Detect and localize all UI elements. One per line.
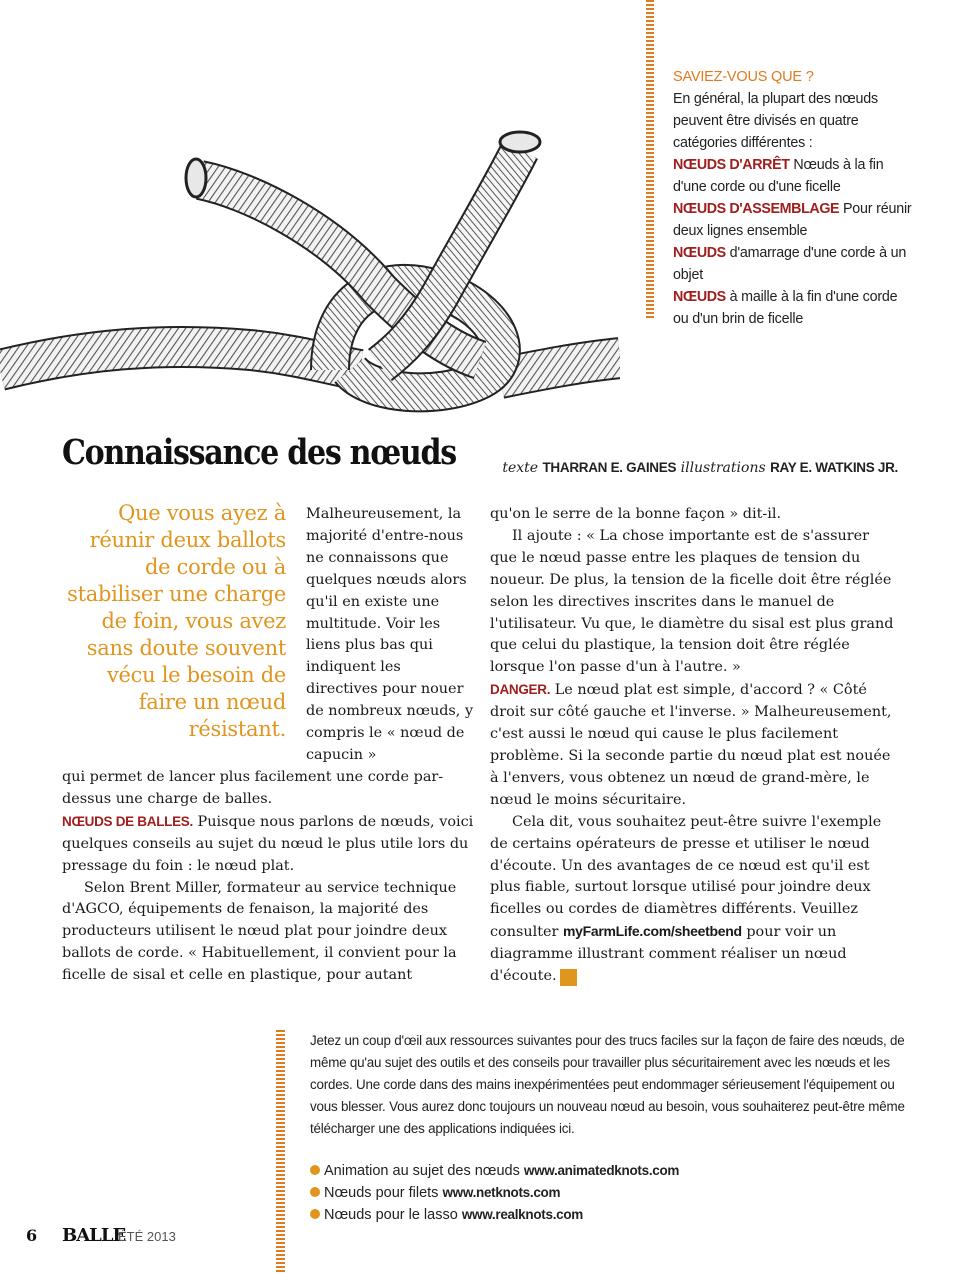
byline-text-label: texte [502, 460, 539, 476]
body-paragraph: qu'on le serre de la bonne façon » dit-il. [490, 506, 782, 522]
page-number: 6 [26, 1226, 38, 1245]
pull-quote: Que vous ayez à réunir deux ballots de corde ou à stabiliser une charge de foin, vous avez sans doute souvent vécu le besoin de faire un nœud résistant. [67, 501, 286, 741]
body-column-right [490, 504, 900, 988]
bullet-dot-icon [310, 1187, 320, 1197]
bullet-dot-icon [310, 1165, 320, 1175]
byline-illustrations-label: illustrations [680, 460, 766, 476]
sidebar-intro: En général, la plupart des nœuds peuvent être divisés en quatre catégories différentes : [673, 91, 879, 151]
article-link[interactable]: myFarmLife.com/sheetbend [563, 923, 742, 940]
body-column-left [62, 767, 474, 987]
section-keyword: DANGER. [490, 682, 551, 698]
sidebar-term: NŒUDS D'ASSEMBLAGE [673, 201, 840, 217]
body-paragraph: Il ajoute : « La chose importante est de s'assurer que le nœud passe entre les plaques de tension du noueur. De plus, la tension de la ficelle doit être réglée selon les directives inscrites dans le manuel de l'utilisateur. Vu que, le diamètre du sisal est plus grand que celui du plastique, la tension doit être réglée lorsque l'on passe d'un à l'autre. » [490, 527, 894, 676]
resource-link[interactable]: www.netknots.com [442, 1185, 561, 1200]
end-mark-icon: B [560, 969, 577, 986]
sidebar-item [673, 198, 913, 242]
byline-author: THARRAN E. GAINES [542, 460, 677, 475]
resources-decorative-rule [276, 1030, 285, 1273]
resource-item: Nœuds pour le lasso www.realknots.com [310, 1204, 679, 1226]
body-paragraph: NŒUDS DE BALLES. Puisque nous parlons de nœuds, voici quelques conseils au sujet du nœud le plus utile lors du pressage du foin : le nœud plat. [62, 813, 474, 874]
byline [502, 460, 898, 476]
body-paragraph: Selon Brent Miller, formateur au service technique d'AGCO, équipements de fenaison, la majorité des producteurs utilisent le nœud plat pour joindre deux ballots de corde. « Habituellement, il convient pour la ficelle de sisal et celle en plastique, pour autant [62, 879, 457, 984]
body-paragraph: qui permet de lancer plus facilement une corde par-dessus une charge de balles. [62, 769, 444, 807]
sidebar-text: à maille à la fin d'une corde ou d'un brin de ficelle [673, 289, 898, 327]
sidebar-item [673, 242, 913, 286]
byline-illustrator: RAY E. WATKINS JR. [770, 460, 898, 475]
body-paragraph: Cela dit, vous souhaitez peut-être suivre l'exemple de certains opérateurs de presse et utiliser le nœud d'écoute. Un des avantages de ce nœud est qu'il est plus fiable, surtout lorsque utilisé pour joindre deux ficelles ou cordes de diamètres différents. Veuillez consulter myFarmLife.com/sheetbend pour voir un diagramme illustrant comment réaliser un nœud d'écoute. B [490, 813, 882, 987]
sidebar-item [673, 154, 913, 198]
body-column-narrow [306, 504, 474, 767]
resource-link[interactable]: www.realknots.com [461, 1207, 583, 1222]
article-title: Connaissance des nœuds [62, 432, 456, 473]
magazine-logo: BALLE [62, 1225, 126, 1246]
resources-list [310, 1160, 679, 1226]
sidebar-term: NŒUDS [673, 289, 726, 305]
body-paragraph: DANGER. Le nœud plat est simple, d'accord ? « Côté droit sur côté gauche et l'inverse. » Malheureusement, c'est aussi le nœud qui cause le plus facilement problème. Si la seconde partie du nœud plat est nouée à l'envers, vous obtenez un nœud de grand-mère, le nœud le moins sécuritaire. [490, 682, 892, 808]
sidebar-text: Pour réunir deux lignes ensemble [673, 201, 912, 239]
sidebar-text: Nœuds à la fin d'une corde ou d'une ficelle [673, 157, 884, 195]
did-you-know-sidebar [673, 66, 913, 330]
sidebar-decorative-rule [646, 0, 654, 318]
resource-item: Nœuds pour filets www.netknots.com [310, 1182, 679, 1204]
bullet-dot-icon [310, 1209, 320, 1219]
resource-item: Animation au sujet des nœuds www.animatedknots.com [310, 1160, 679, 1182]
sidebar-term: NŒUDS D'ARRÊT [673, 157, 790, 173]
sidebar-heading: SAVIEZ-VOUS QUE ? [673, 69, 814, 85]
sidebar-item [673, 286, 913, 330]
resources-intro: Jetez un coup d'œil aux ressources suivantes pour des trucs faciles sur la façon de faire des nœuds, de même qu'au sujet des outils et des conseils pour travailler plus sécuritairement avec les nœuds et les cordes. Une corde dans des mains inexpérimentées peut endommager sérieusement l'équipement ou vous blesser. Vous aurez donc toujours un nouveau nœud au besoin, vous souhaiterez peut-être même télécharger une des applications indiquées ici. [310, 1033, 905, 1136]
body-paragraph: Malheureusement, la majorité d'entre-nous ne connaissons que quelques nœuds alors qu'il en existe une multitude. Voir les liens plus bas qui indiquent les directives pour nouer de nombreux nœuds, y compris le « nœud de capucin » [306, 506, 474, 763]
knot-illustration [0, 80, 620, 420]
section-keyword: NŒUDS DE BALLES. [62, 813, 193, 829]
sidebar-text: d'amarrage d'une corde à un objet [673, 245, 907, 283]
sidebar-term: NŒUDS [673, 245, 726, 261]
issue-label: ÉTÉ 2013 [118, 1229, 176, 1244]
resource-link[interactable]: www.animatedknots.com [523, 1163, 680, 1178]
